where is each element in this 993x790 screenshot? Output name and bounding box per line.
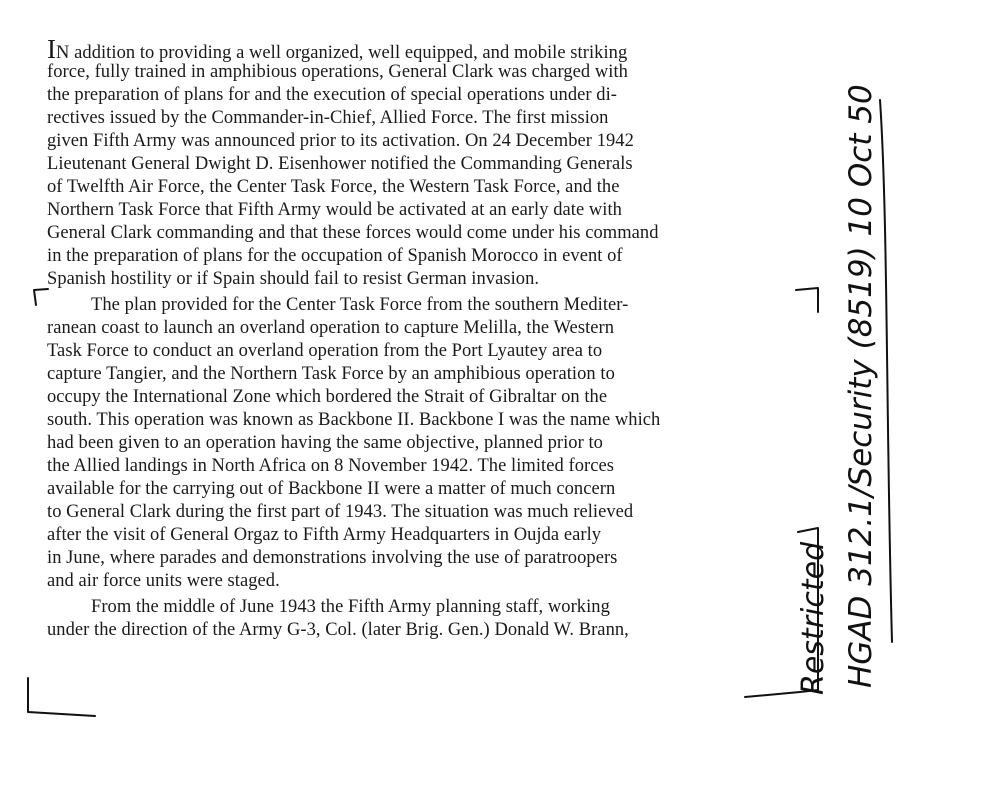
text-line-22: after the visit of General Orgaz to Fifth Army Headquarters in Oujda early — [47, 525, 602, 545]
bracket-left-bottom — [28, 678, 95, 716]
text-line-25: From the middle of June 1943 the Fifth Army planning staff, working — [91, 597, 610, 617]
text-line-13: ranean coast to launch an overland operation to capture Melilla, the Western — [47, 318, 615, 338]
drop-cap: I — [47, 34, 57, 64]
text-line-1-rest: N addition to providing a well organized, well equipped, and mobile striking — [56, 43, 628, 63]
restricted-stamp: Restricted — [796, 541, 831, 695]
text-line-10: in the preparation of plans for the occupation of Spanish Morocco in event of — [47, 246, 623, 266]
text-line-8: Northern Task Force that Fifth Army would be activated at an early date with — [47, 200, 622, 220]
text-line-6: Lieutenant General Dwight D. Eisenhower notified the Commanding Generals — [47, 154, 633, 174]
text-line-21: to General Clark during the first part of 1943. The situation was much relieved — [47, 502, 634, 522]
text-line-18: had been given to an operation having the same objective, planned prior to — [47, 433, 603, 453]
text-line-5: given Fifth Army was announced prior to its activation. On 24 December 1942 — [47, 131, 634, 151]
text-line-19: the Allied landings in North Africa on 8 November 1942. The limited forces — [47, 456, 614, 476]
bracket-right-top — [796, 288, 818, 312]
hgad-annotation: HGAD 312.1/Security (8519) 10 Oct 50 — [843, 84, 879, 688]
text-line-16: occupy the International Zone which bordered the Strait of Gibraltar on the — [47, 387, 608, 407]
text-line-2: force, fully trained in amphibious operations, General Clark was charged with — [47, 62, 628, 82]
text-line-3: the preparation of plans for and the execution of special operations under di- — [47, 85, 618, 105]
text-line-11: Spanish hostility or if Spain should fail to resist German invasion. — [47, 269, 540, 289]
text-line-20: available for the carrying out of Backbone II were a matter of much concern — [47, 479, 616, 499]
text-line-9: General Clark commanding and that these forces would come under his command — [47, 223, 659, 243]
text-line-12: The plan provided for the Center Task Force from the southern Mediter- — [91, 295, 629, 315]
text-line-26: under the direction of the Army G-3, Col. (later Brig. Gen.) Donald W. Brann, — [47, 620, 629, 640]
text-line-7: of Twelfth Air Force, the Center Task Force, the Western Task Force, and the — [47, 177, 620, 197]
vertical-rule — [880, 100, 892, 642]
text-line-4: rectives issued by the Commander-in-Chief, Allied Force. The first mission — [47, 108, 609, 128]
text-line-23: in June, where parades and demonstrations involving the use of paratroopers — [47, 548, 618, 568]
text-line-14: Task Force to conduct an overland operation from the Port Lyautey area to — [47, 341, 603, 361]
text-line-24: and air force units were staged. — [47, 571, 280, 591]
text-line-15: capture Tangier, and the Northern Task Force by an amphibious operation to — [47, 364, 615, 384]
text-line-17: south. This operation was known as Backbone II. Backbone I was the name which — [47, 410, 661, 430]
bracket-left-top — [34, 289, 48, 305]
